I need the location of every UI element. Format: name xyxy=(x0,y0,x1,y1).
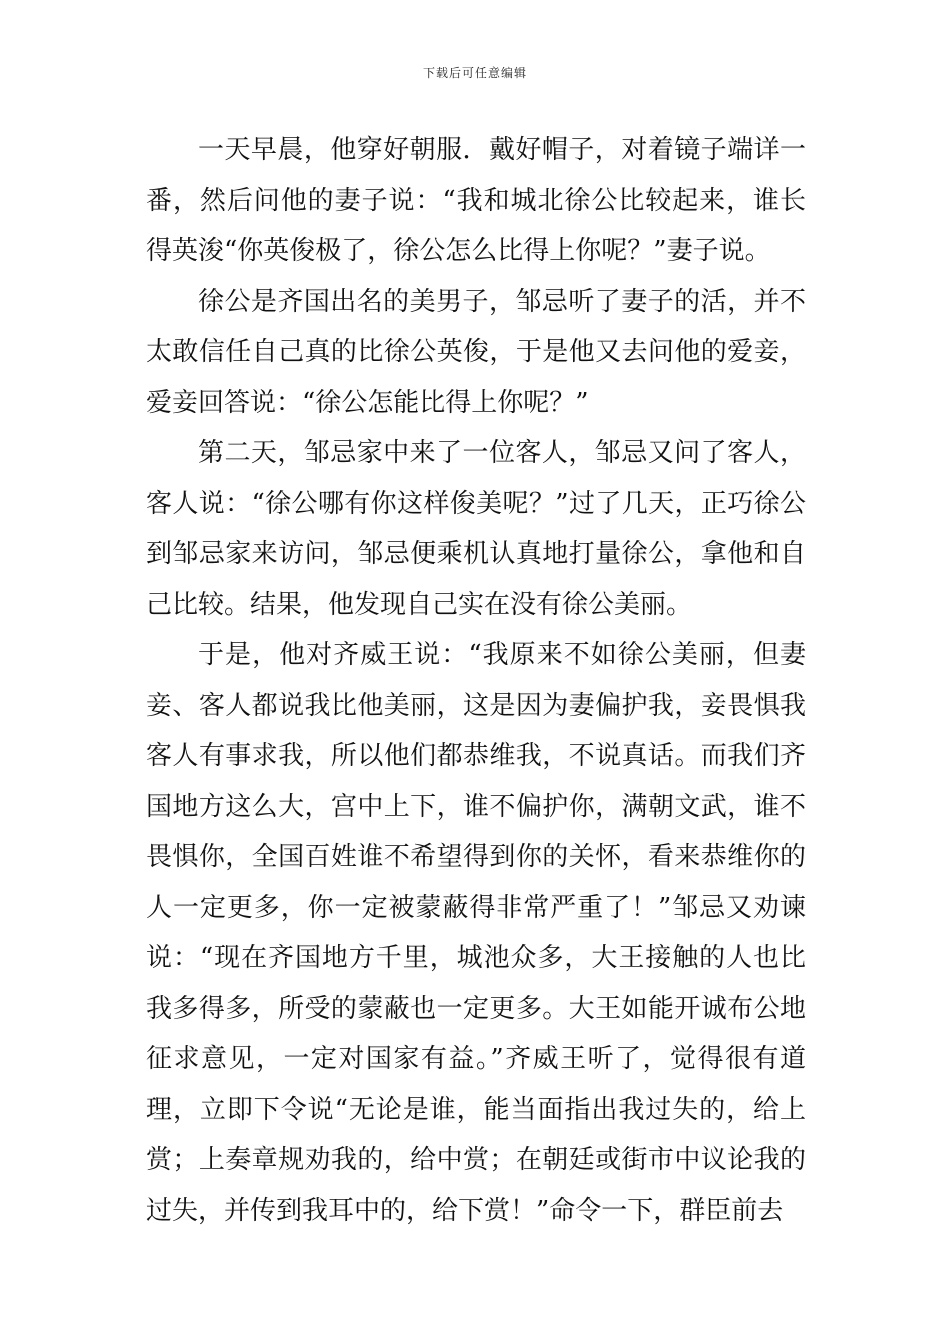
paragraph-1: 一天早晨，他穿好朝服．戴好帽子，对着镜子端详一番，然后问他的妻子说：“我和城北徐公比较起来，谁长得英浚“你英俊极了，徐公怎么比得上你呢？”妻子说。 xyxy=(146,135,806,266)
paragraph-3: 第二天，邹忌家中来了一位客人，邹忌又问了客人，客人说：“徐公哪有你这样俊美呢？”过了几天，正巧徐公到邹忌家来访问，邹忌便乘机认真地打量徐公，拿他和自己比较。结果，他发现自己实在没有徐公美丽。 xyxy=(146,438,806,620)
document-body xyxy=(146,125,806,1236)
paragraph-2: 徐公是齐国出名的美男子，邹忌听了妻子的活，并不太敢信任自己真的比徐公英俊，于是他又去问他的爱妾，爱妾回答说：“徐公怎能比得上你呢？” xyxy=(146,286,806,418)
paragraph-4: 于是，他对齐威王说：“我原来不如徐公美丽，但妻妾、客人都说我比他美丽，这是因为妻偏护我，妾畏惧我客人有事求我，所以他们都恭维我，不说真话。而我们齐国地方这么大，宫中上下，谁不偏护你，满朝文武，谁不畏惧你，全国百姓谁不希望得到你的关怀，看来恭维你的人一定更多，你一定被蒙蔽得非常严重了！”邹忌又劝谏说：“现在齐国地方千里，城池众多，大王接触的人也比我多得多，所受的蒙蔽也一定更多。大王如能开诚布公地征求意见，一定对国家有益。”齐威王听了，觉得很有道理，立即下令说“无论是谁，能当面指出我过失的，给上赏；上奏章规劝我的，给中赏；在朝廷或街市中议论我的过失，并传到我耳中的，给下赏！”命令一下，群臣前去 xyxy=(146,640,806,1226)
page-header: 下载后可任意编辑 xyxy=(422,66,527,80)
